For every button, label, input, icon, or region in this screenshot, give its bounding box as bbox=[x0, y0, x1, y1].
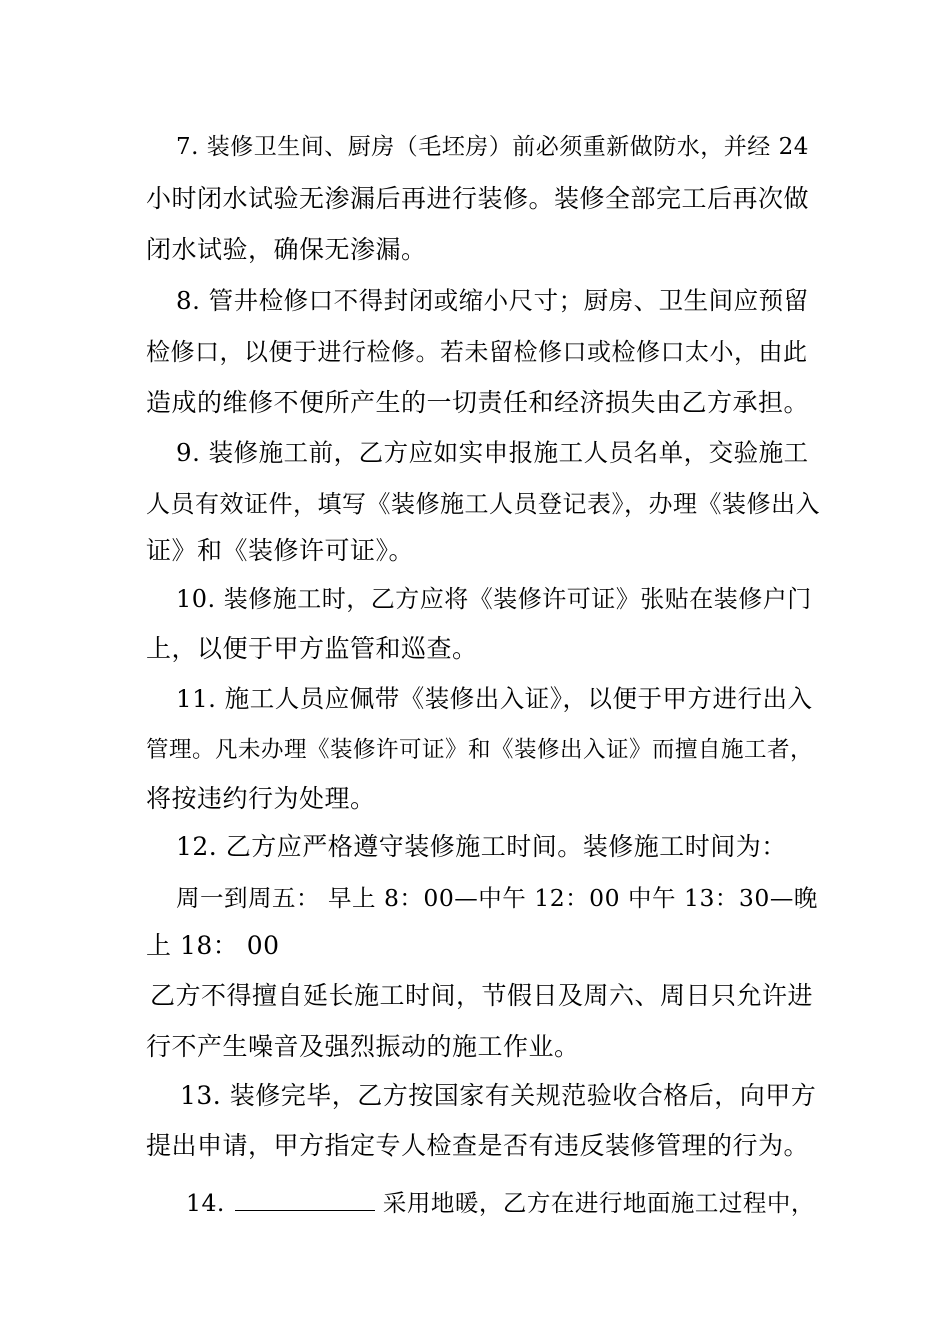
text-line: 上，以便于甲方监管和巡查。 bbox=[146, 634, 478, 663]
text-line: 证》和《装修许可证》。 bbox=[146, 536, 415, 565]
text-line: 8. 管井检修口不得封闭或缩小尺寸；厨房、卫生间应预留 bbox=[176, 286, 809, 315]
text-line: 12. 乙方应严格遵守装修施工时间。装修施工时间为： bbox=[176, 832, 787, 861]
text-line: 小时闭水试验无渗漏后再进行装修。装修全部完工后再次做 bbox=[146, 184, 810, 213]
text-line: 10. 装修施工时，乙方应将《装修许可证》张贴在装修户门 bbox=[176, 585, 812, 613]
text-line: 行不产生噪音及强烈振动的施工作业。 bbox=[146, 1032, 580, 1061]
text-line: 闭水试验，确保无渗漏。 bbox=[146, 235, 427, 264]
item-number: 14. bbox=[186, 1189, 225, 1217]
text-line: 周一到周五： 早上 8：00—中午 12：00 中午 13：30—晚 bbox=[176, 884, 818, 912]
text-line: 上 18： 00 bbox=[146, 931, 280, 960]
text-line: 7. 装修卫生间、厨房（毛坯房）前必须重新做防水，并经 24 bbox=[176, 134, 809, 160]
text-line: 乙方不得擅自延长施工时间，节假日及周六、周日只允许进 bbox=[150, 981, 814, 1010]
text-line: 11. 施工人员应佩带《装修出入证》，以便于甲方进行出入 bbox=[176, 684, 813, 713]
item-text: 采用地暖，乙方在进行地面施工过程中， bbox=[382, 1189, 815, 1217]
text-line: 管理。凡未办理《装修许可证》和《装修出入证》而擅自施工者， bbox=[146, 737, 814, 763]
text-line: 提出申请，甲方指定专人检查是否有违反装修管理的行为。 bbox=[146, 1131, 810, 1160]
text-line: 人员有效证件，填写《装修施工人员登记表》，办理《装修出入 bbox=[146, 490, 820, 518]
text-line: 9. 装修施工前，乙方应如实申报施工人员名单，交验施工 bbox=[176, 438, 809, 467]
fill-in-blank[interactable] bbox=[235, 1184, 375, 1211]
text-line: 造成的维修不便所产生的一切责任和经济损失由乙方承担。 bbox=[146, 388, 810, 417]
text-line: 13. 装修完毕，乙方按国家有关规范验收合格后，向甲方 bbox=[180, 1081, 817, 1110]
text-line: 检修口，以便于进行检修。若未留检修口或检修口太小，由此 bbox=[146, 338, 808, 366]
text-line-with-blank bbox=[186, 1184, 815, 1218]
text-line: 将按违约行为处理。 bbox=[146, 784, 376, 813]
